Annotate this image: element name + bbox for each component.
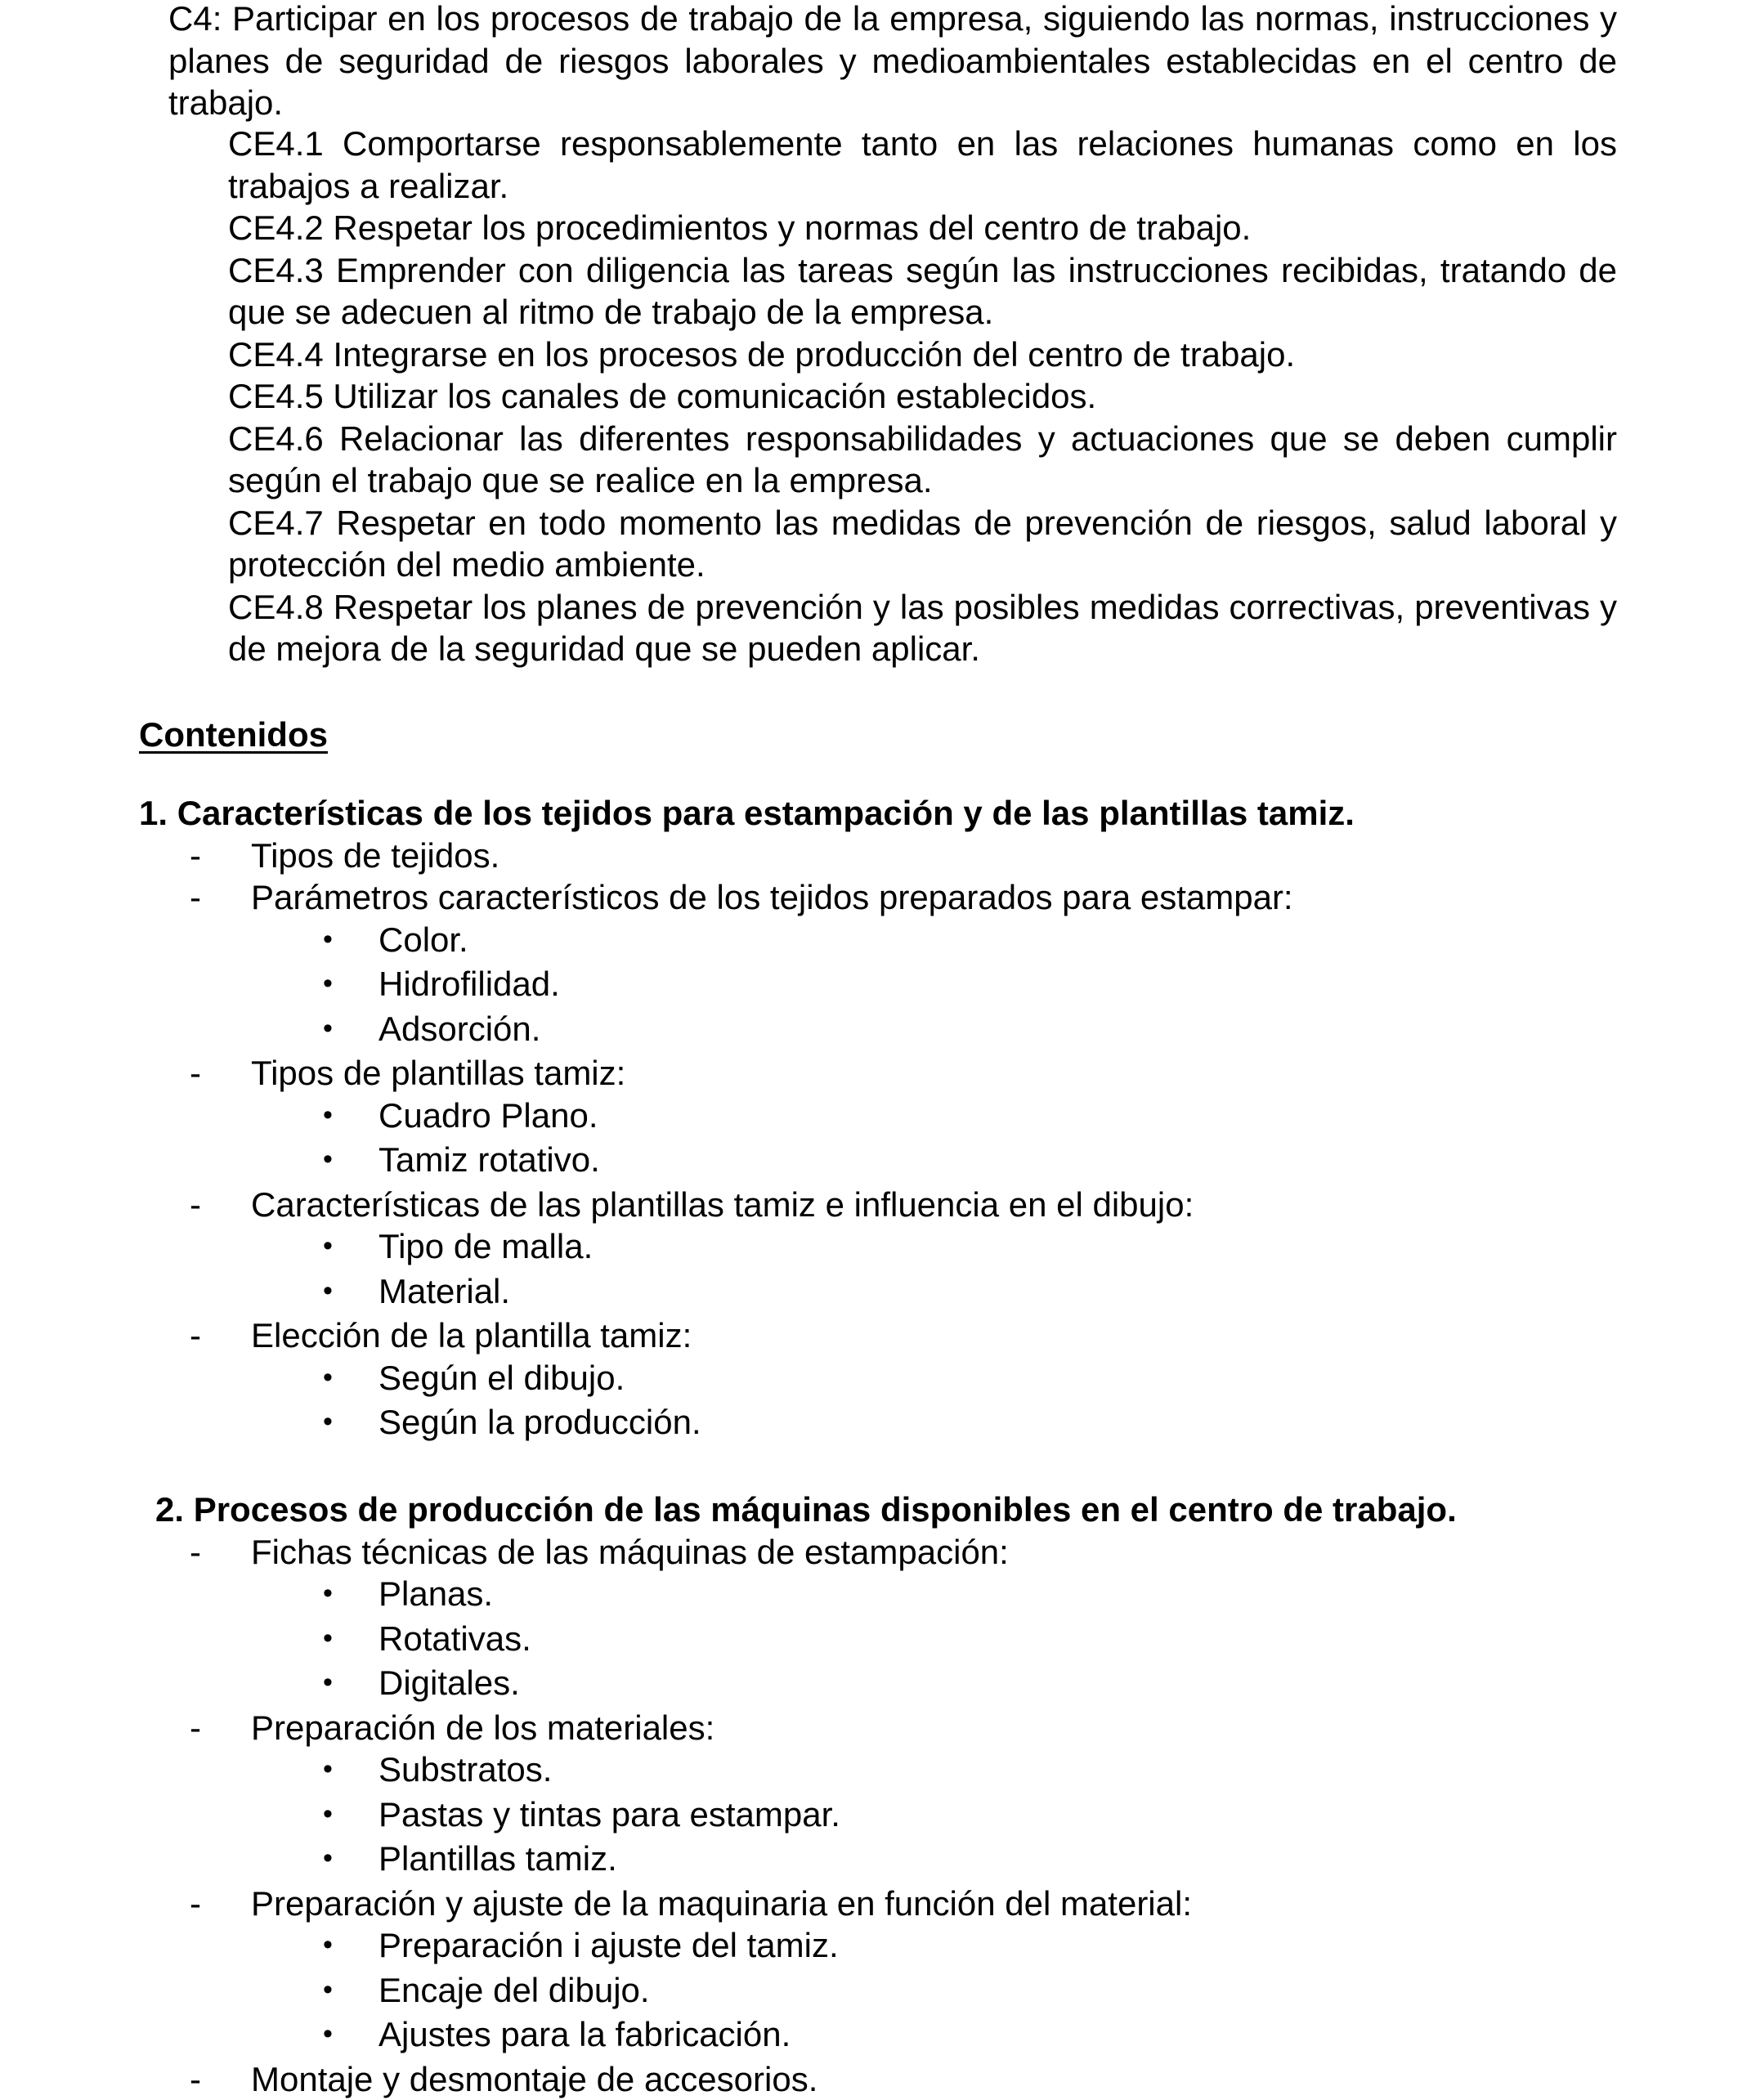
ce-item: CE4.1 Comportarse responsablemente tanto en las relaciones humanas como en los trabajos a realizar. bbox=[228, 124, 1617, 205]
bullet-item bbox=[139, 963, 1692, 1008]
dash-item-text: Preparación de los materiales: bbox=[251, 1708, 715, 1747]
bullet-icon: • bbox=[323, 1973, 333, 2005]
bullet-icon: • bbox=[323, 1361, 333, 1393]
dash-item-text: Elección de la plantilla tamiz: bbox=[251, 1316, 692, 1354]
ce-item: CE4.4 Integrarse en los procesos de producción del centro de trabajo. bbox=[228, 334, 1296, 374]
ce-item: CE4.2 Respetar los procedimientos y normas del centro de trabajo. bbox=[228, 208, 1252, 247]
dash-item-text: Tipos de tejidos. bbox=[251, 835, 500, 875]
dash-marker: - bbox=[190, 878, 201, 916]
ce-list bbox=[228, 123, 1617, 670]
bullet-item-text: Substratos. bbox=[379, 1750, 553, 1789]
ce-item: CE4.6 Relacionar las diferentes responsabilidades y actuaciones que se deben cumplir según el trabajo que se realice en la empresa. bbox=[228, 419, 1617, 499]
bullet-icon: • bbox=[323, 1230, 333, 1261]
dash-item bbox=[139, 835, 1692, 877]
bullet-item-text: Encaje del dibujo. bbox=[379, 1970, 650, 2009]
dash-marker: - bbox=[190, 1883, 201, 1923]
bullet-item-text: Pastas y tintas para estampar. bbox=[379, 1794, 840, 1834]
dash-item-text: Montaje y desmontaje de accesorios. bbox=[251, 2059, 818, 2098]
bullet-item bbox=[155, 1749, 1709, 1793]
bullet-item bbox=[155, 1969, 1709, 2014]
bullet-item bbox=[155, 2013, 1709, 2058]
dash-item bbox=[139, 1052, 1692, 1095]
dash-marker: - bbox=[190, 1184, 201, 1224]
ce-item: CE4.8 Respetar los planes de prevención y las posibles medidas correctivas, preventivas y de mejora de la seguridad que se pueden aplicar. bbox=[228, 587, 1617, 668]
bullet-item-text: Adsorción. bbox=[379, 1009, 541, 1048]
bullet-icon: • bbox=[323, 1622, 333, 1654]
dash-item bbox=[139, 876, 1692, 919]
bullet-item-text: Material. bbox=[379, 1271, 511, 1310]
dash-marker: - bbox=[190, 1054, 201, 1092]
bullet-item-text: Según el dibujo. bbox=[379, 1358, 625, 1397]
bullet-icon: • bbox=[323, 2018, 333, 2049]
bullet-item bbox=[139, 1357, 1692, 1402]
bullet-icon: • bbox=[323, 1843, 333, 1874]
bullet-icon: • bbox=[323, 1012, 333, 1044]
bullet-item bbox=[155, 1618, 1709, 1663]
bullet-icon: • bbox=[323, 1144, 333, 1175]
ce-item: CE4.5 Utilizar los canales de comunicación establecidos. bbox=[228, 377, 1097, 415]
bullet-icon: • bbox=[323, 1798, 333, 1829]
bullet-item-text: Plantillas tamiz. bbox=[379, 1839, 617, 1878]
bullet-item bbox=[155, 1924, 1709, 1969]
bullet-item bbox=[155, 1838, 1709, 1883]
dash-item-text: Características de las plantillas tamiz e influencia en el dibujo: bbox=[251, 1184, 1194, 1224]
dash-marker: - bbox=[190, 1532, 201, 1571]
dash-item bbox=[139, 1314, 1692, 1357]
dash-item-text: Tipos de plantillas tamiz: bbox=[251, 1054, 626, 1092]
dash-item bbox=[155, 1883, 1709, 1925]
bullet-item bbox=[155, 1662, 1709, 1707]
criterion-c4: C4: Participar en los procesos de trabajo de la empresa, siguiendo las normas, instrucciones y planes de seguridad de riesgos laborales y medioambientales establecidas en el centro de trabajo. bbox=[168, 0, 1617, 122]
bullet-icon: • bbox=[323, 968, 333, 999]
section-2 bbox=[155, 1489, 1709, 2100]
bullet-item-text: Planas. bbox=[379, 1574, 494, 1613]
dash-item bbox=[155, 1707, 1709, 1749]
bullet-icon: • bbox=[323, 1099, 333, 1131]
bullet-icon: • bbox=[323, 1753, 333, 1784]
dash-marker: - bbox=[190, 1708, 201, 1747]
section-title: 2. Procesos de producción de las máquinas disponibles en el centro de trabajo. bbox=[155, 1490, 1457, 1529]
bullet-item bbox=[139, 1095, 1692, 1140]
bullet-item bbox=[139, 1401, 1692, 1446]
contenidos-heading: Contenidos bbox=[139, 715, 328, 754]
bullet-icon: • bbox=[323, 1929, 333, 1960]
bullet-item-text: Cuadro Plano. bbox=[379, 1095, 598, 1135]
dash-marker: - bbox=[190, 2059, 201, 2098]
bullet-item-text: Digitales. bbox=[379, 1663, 520, 1702]
bullet-item bbox=[139, 1008, 1692, 1053]
bullet-item-text: Tipo de malla. bbox=[379, 1227, 594, 1265]
dash-item bbox=[155, 2058, 1709, 2100]
bullet-item-text: Color. bbox=[379, 920, 468, 959]
bullet-item bbox=[139, 1225, 1692, 1270]
bullet-icon: • bbox=[323, 1667, 333, 1698]
bullet-item bbox=[155, 1573, 1709, 1618]
ce-item: CE4.3 Emprender con diligencia las tareas según las instrucciones recibidas, tratando de que se adecuen al ritmo de trabajo de la empresa. bbox=[228, 250, 1617, 331]
bullet-icon: • bbox=[323, 923, 333, 955]
bullet-item bbox=[155, 1793, 1709, 1838]
bullet-item-text: Tamiz rotativo. bbox=[379, 1140, 600, 1179]
section-title: 1. Características de los tejidos para estampación y de las plantillas tamiz. bbox=[139, 794, 1355, 832]
bullet-icon: • bbox=[323, 1406, 333, 1437]
bullet-item-text: Preparación i ajuste del tamiz. bbox=[379, 1926, 839, 1964]
dash-item-text: Preparación y ajuste de la maquinaria en función del material: bbox=[251, 1883, 1193, 1923]
bullet-item bbox=[139, 919, 1692, 964]
dash-marker: - bbox=[190, 1316, 201, 1354]
dash-marker: - bbox=[190, 835, 201, 875]
bullet-item-text: Hidrofilidad. bbox=[379, 965, 560, 1003]
dash-item bbox=[155, 1531, 1709, 1574]
bullet-item-text: Ajustes para la fabricación. bbox=[379, 2015, 791, 2053]
bullet-item-text: Según la producción. bbox=[379, 1403, 701, 1441]
section-1 bbox=[139, 792, 1692, 1446]
dash-item bbox=[139, 1184, 1692, 1226]
ce-item: CE4.7 Respetar en todo momento las medidas de prevención de riesgos, salud laboral y protección del medio ambiente. bbox=[228, 503, 1617, 584]
dash-item-text: Fichas técnicas de las máquinas de estampación: bbox=[251, 1532, 1009, 1571]
bullet-item-text: Rotativas. bbox=[379, 1619, 531, 1658]
bullet-icon: • bbox=[323, 1578, 333, 1609]
bullet-item bbox=[139, 1139, 1692, 1184]
bullet-icon: • bbox=[323, 1274, 333, 1306]
bullet-item bbox=[139, 1270, 1692, 1315]
dash-item-text: Parámetros característicos de los tejidos preparados para estampar: bbox=[251, 878, 1293, 916]
